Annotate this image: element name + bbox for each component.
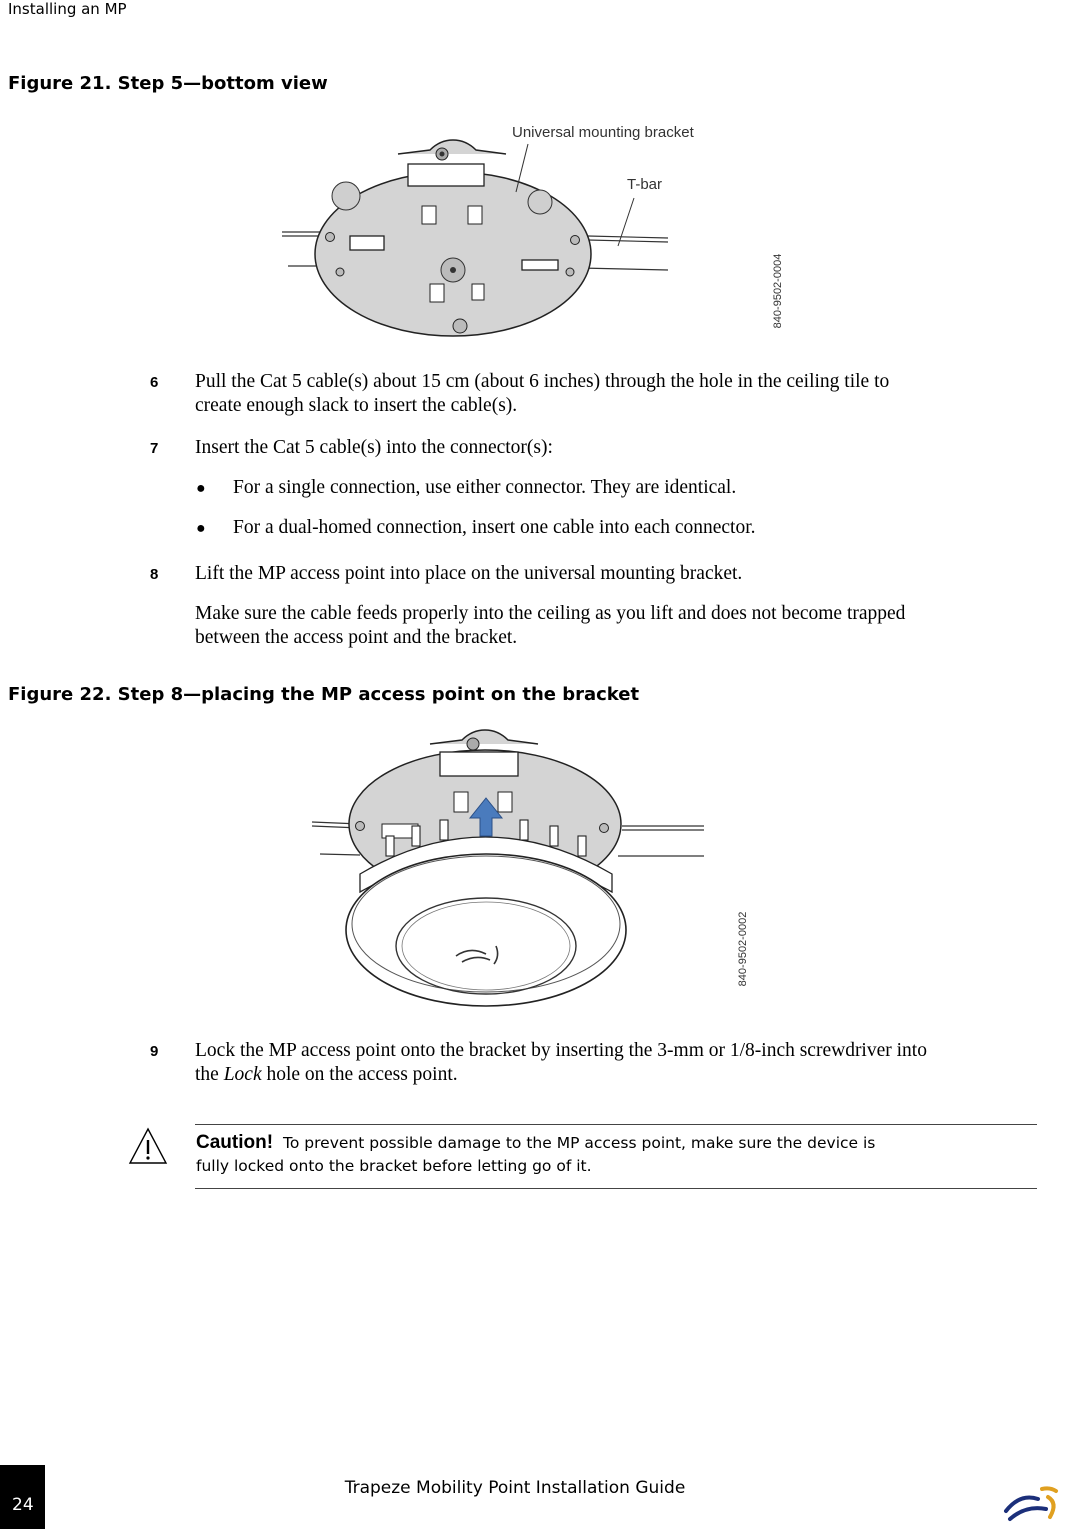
step-6-text-line2: create enough slack to insert the cable(s). [195, 395, 518, 416]
caution-top-rule [195, 1124, 1037, 1125]
step-8-number: 8 [150, 566, 159, 583]
caution-text-line2: fully locked onto the bracket before letting go of it. [196, 1157, 592, 1175]
callout-t-bar: T-bar [627, 176, 663, 193]
section-header: Installing an MP [8, 0, 127, 18]
bullet-icon: ● [196, 520, 206, 537]
footer-guide-title: Trapeze Mobility Point Installation Guide [344, 1478, 686, 1498]
caution-text-line1: To prevent possible damage to the MP access point, make sure the device is [283, 1134, 876, 1152]
step-6-number: 6 [150, 374, 159, 391]
step-9-text-line2: the Lock hole on the access point. [195, 1064, 458, 1085]
callout-universal-mounting-bracket: Universal mounting bracket [512, 124, 694, 141]
figure-21-title: Figure 21. Step 5—bottom view [8, 73, 328, 94]
caution-bottom-rule [195, 1188, 1037, 1189]
warning-icon [127, 1126, 169, 1166]
step-8-note-line1: Make sure the cable feeds properly into the ceiling as you lift and does not become trapped [195, 603, 906, 624]
step-8-text: Lift the MP access point into place on the universal mounting bracket. [195, 563, 743, 584]
step-6-text-line1: Pull the Cat 5 cable(s) about 15 cm (about 6 inches) through the hole in the ceiling tile to [195, 371, 890, 392]
figure-22-title: Figure 22. Step 8—placing the MP access point on the bracket [8, 684, 640, 705]
figure-22-part-code: 840-9502-0002 [737, 911, 749, 987]
caution-label: Caution! [196, 1132, 274, 1153]
caution-note [196, 1131, 1026, 1156]
bullet-item: For a dual-homed connection, insert one cable into each connector. [233, 517, 756, 538]
bullet-item: For a single connection, use either connector. They are identical. [233, 477, 737, 498]
figure-21-part-code: 840-9502-0004 [772, 253, 784, 329]
figure-22-placement-illustration [300, 724, 740, 1014]
page-number: 24 [12, 1495, 34, 1515]
figure-21-bottom-view-illustration [270, 112, 810, 344]
bullet-icon: ● [196, 480, 206, 497]
step-7-number: 7 [150, 440, 159, 457]
step-8-note-line2: between the access point and the bracket. [195, 627, 518, 648]
step-7-text: Insert the Cat 5 cable(s) into the connector(s): [195, 437, 553, 458]
step-9-number: 9 [150, 1043, 159, 1060]
trapeze-logo-icon [1002, 1483, 1062, 1523]
step-9-text-line1: Lock the MP access point onto the bracket by inserting the 3-mm or 1/8-inch screwdriver into [195, 1040, 927, 1061]
